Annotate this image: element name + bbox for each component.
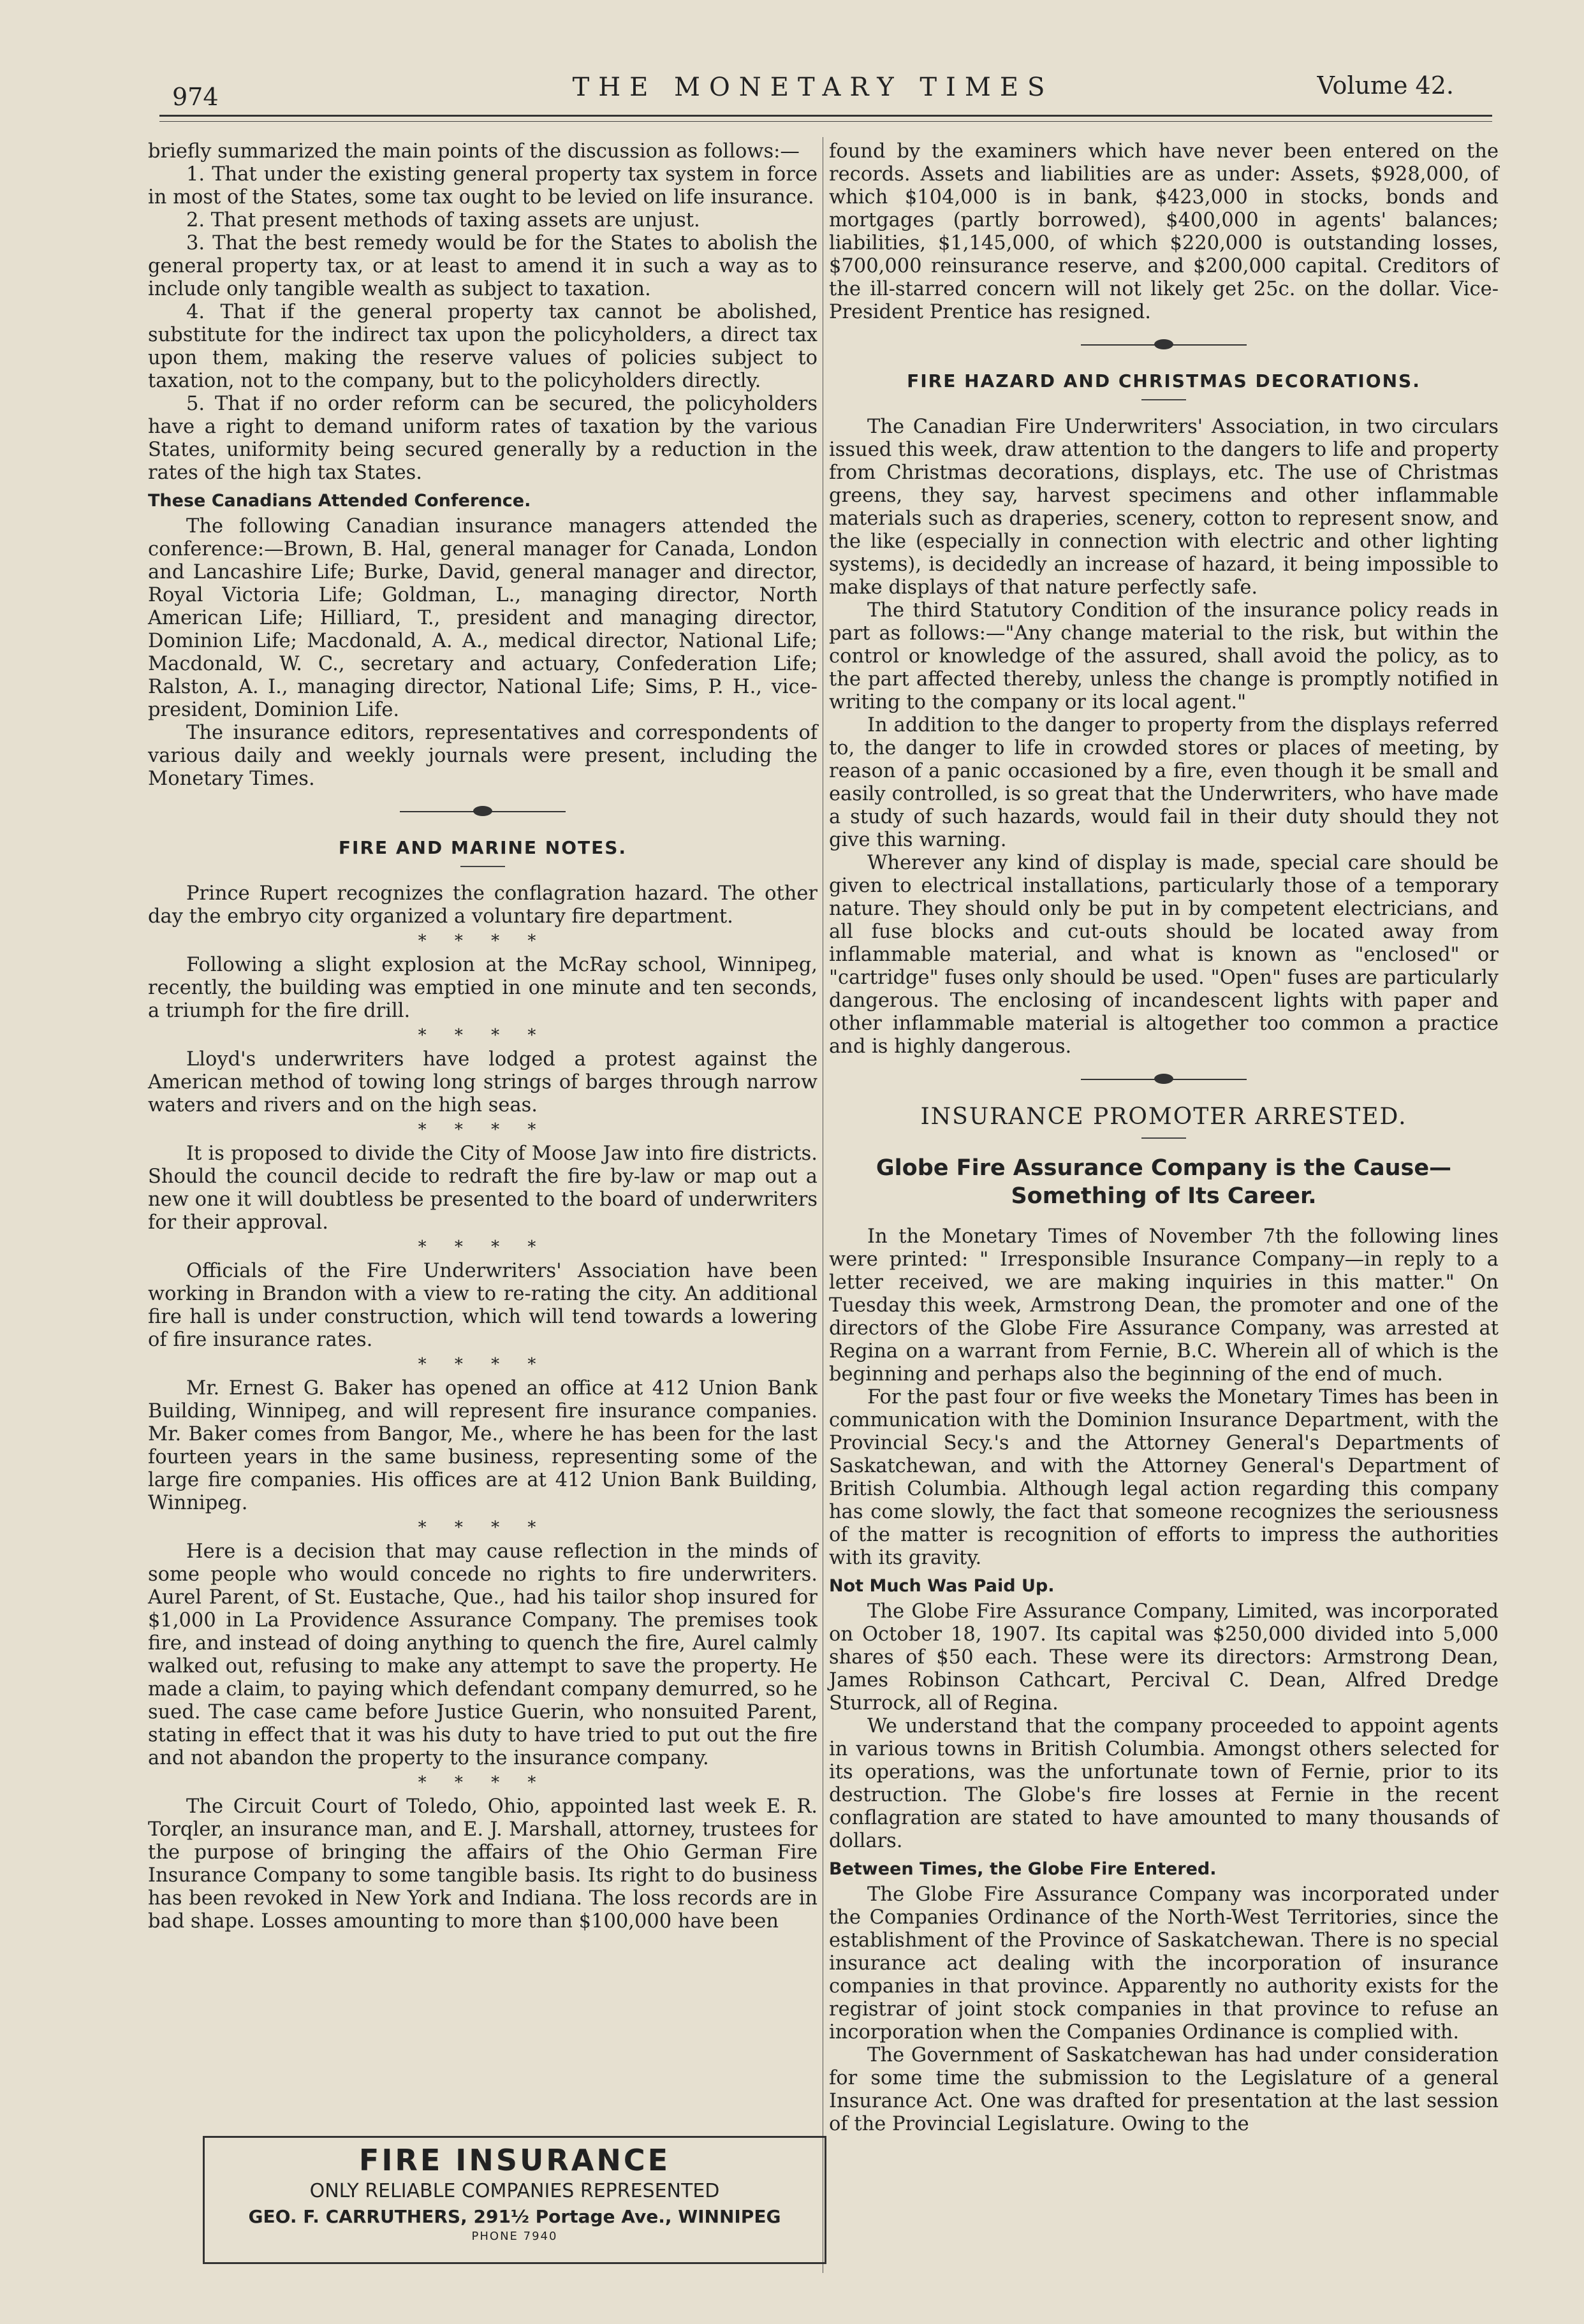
xmas-paragraph: The third Statutory Condition of the insurance policy reads in part as follows:—"Any change material to the risk, but within the control or knowledge of the assured, shall avoid the policy, as to the part affected thereby, unless the change is promptly notified in writing to the company or its local agent." (829, 599, 1499, 713)
note-paragraph: Here is a decision that may cause reflection in the minds of some people who would concede no rights to fire underwriters. Aurel Parent, of St. Eustache, Que., had his tailor shop insured for $1,000 in La Providence Assurance Company. The premises took fire, and instead of doing anything to quench the fire, Aurel calmly walked out, refusing to make any attempt to save the property. He made a claim, to paying which defendant company demurred, so he sued. The case came before Justice Guerin, who nonsuited Parent, stating in effect that it was his duty to have tried to put out the fire and not abandon the property to the insurance company. (148, 1540, 818, 1769)
page-number: 974 (172, 83, 219, 111)
canadians-heading: These Canadians Attended Conference. (148, 491, 531, 511)
short-rule (1141, 1137, 1186, 1139)
between-paragraph: The Government of Saskatchewan has had under consideration for some time the submission to the Legislature of a general Insurance Act. One was drafted for presentation at the last session of the Provincial Legislature. Owing to the (829, 2044, 1499, 2135)
xmas-paragraph: In addition to the danger to property from the displays referred to, the danger to life in crowded stores or places of meeting, by reason of a panic occasioned by a fire, even though it be small and easily controlled, is so great that the Underwriters, who have made a study of such hazards, would fail in their duty should they not give this warning. (829, 714, 1499, 851)
ad-phone: PHONE 7940 (471, 2230, 558, 2243)
note-paragraph: Officials of the Fire Underwriters' Association have been working in Brandon with a view to re-rating the city. An additional fire hall is under construction, which will tend towards a lowering of fire insurance rates. (148, 1260, 818, 1351)
continued-paragraph: found by the examiners which have never been entered on the records. Assets and liabilities are as under: Assets, $928,000, of which $104,000 is in bank, $423,000 in stocks, bonds and mortgages (partly borrowed), $400,000 in agents' balances; liabilities, $1,145,000, of which $220,000 is outstanding losses, $700,000 reinsurance reserve, and $200,000 capital. Creditors of the ill-starred concern will not likely get 25c. on the dollar. Vice-President Prentice has resigned. (829, 140, 1499, 323)
star-separator: * * * * (418, 1518, 548, 1537)
volume-label: Volume 42. (1317, 71, 1454, 99)
star-separator: * * * * (418, 1773, 548, 1792)
right-column (829, 140, 1499, 2136)
note-paragraph: Following a slight explosion at the McRay school, Winnipeg, recently, the building was emptied in one minute and ten seconds, a triumph for the fire drill. (148, 954, 818, 1022)
note-paragraph: The Circuit Court of Toledo, Ohio, appointed last week E. R. Torqler, an insurance man, and E. J. Marshall, attorney, trustees for the purpose of bringing the affairs of the Ohio German Fire Insurance Company to some tangible basis. Its right to do business has been revoked in New York and Indiana. The loss records are in bad shape. Losses amounting to more than $100,000 have been (148, 1795, 818, 1933)
note-paragraph: Prince Rupert recognizes the conflagration hazard. The other day the embryo city organized a voluntary fire department. (148, 882, 818, 928)
note-paragraph: It is proposed to divide the City of Moose Jaw into fire districts. Should the council decide to redraft the fire by-law or map out a new one it will doubtless be presented to the board of underwriters for their approval. (148, 1143, 818, 1234)
left-column (148, 140, 818, 1933)
intro-paragraph: briefly summarized the main points of the discussion as follows:— (148, 140, 800, 163)
note-paragraph: Mr. Ernest G. Baker has opened an office at 412 Union Bank Building, Winnipeg, and will represent fire insurance companies. Mr. Baker comes from Bangor, Me., where he has been for the last fourteen years in the same business, representing some of the large fire companies. His offices are at 412 Union Bank Building, Winnipeg. (148, 1377, 818, 1514)
point-2: 2. That present methods of taxing assets are unjust. (186, 209, 700, 231)
xmas-paragraph: The Canadian Fire Underwriters' Association, in two circulars issued this week, draw attention to the dangers to life and property from Christmas decorations, displays, etc. The use of Christmas greens, they say, harvest specimens and other inflammable materials such as draperies, scenery, cotton to represent snow, and the like (especially in connection with electric and other lighting systems), is decidedly an increase of hazard, it being impossible to make displays of that nature perfectly safe. (829, 416, 1499, 599)
fire-insurance-advertisement (203, 2136, 826, 2264)
canadians-paragraph: The following Canadian insurance managers attended the conference:—Brown, B. Hal, general manager for Canada, London and Lancashire Life; Burke, David, general manager and director, Royal Victoria Life; Goldman, L., managing director, North American Life; Hilliard, T., president and managing director, Dominion Life; Macdonald, A. A., medical director, National Life; Macdonald, W. C., secretary and actuary, Confederation Life; Ralston, A. I., managing director, National Life; Sims, P. H., vice-president, Dominion Life. (148, 515, 818, 721)
page-header (159, 64, 1467, 121)
promoter-paragraph: For the past four or five weeks the Monetary Times has been in communication with the Dominion Insurance Department, with the Provincial Secy.'s and the Attorney General's Departments of Saskatchewan, and with the Attorney General's Department of British Columbia. Although legal action regarding this company has come slowly, the fact that someone recognizes the seriousness of the matter is recognition of efforts to impress the authorities with its gravity. (829, 1386, 1499, 1569)
xmas-paragraph: Wherever any kind of display is made, special care should be given to electrical installations, particularly those of a temporary nature. They should only be put in by competent electricians, and all fuse blocks and cut-outs should be located away from inflammable material, and what is known as "enclosed" or "cartridge" fuses only should be used. "Open" fuses are particularly dangerous. The enclosing of incandescent lights with paper and other inflammable material is altogether too common a practice and is highly dangerous. (829, 852, 1499, 1058)
ad-tagline: ONLY RELIABLE COMPANIES REPRESENTED (309, 2180, 720, 2202)
paid-paragraph: We understand that the company proceeded to appoint agents in various towns in British Columbia. Amongst others selected for its operations, was the unfortunate town of Fernie, prior to its destruction. The Globe's fire losses at Fernie in the recent conflagration are stated to have amounted to many thousands of dollars. (829, 1715, 1499, 1852)
ornament-divider (1081, 335, 1247, 354)
ad-address: GEO. F. CARRUTHERS, 291½ Portage Ave., WINNIPEG (248, 2206, 781, 2227)
note-paragraph: Lloyd's underwriters have lodged a protest against the American method of towing long strings of barges through narrow waters and rivers and on the high seas. (148, 1048, 818, 1116)
point-1: 1. That under the existing general property tax system in force in most of the States, some tax ought to be levied on life insurance. (148, 163, 818, 208)
ornament-divider (400, 802, 566, 821)
star-separator: * * * * (418, 1120, 548, 1139)
editors-paragraph: The insurance editors, representatives and correspondents of various daily and weekly journals were present, including the Monetary Times. (148, 722, 818, 790)
masthead: THE MONETARY TIMES (572, 73, 1054, 102)
star-separator: * * * * (418, 1355, 548, 1374)
star-separator: * * * * (418, 1026, 548, 1045)
short-rule (460, 866, 505, 867)
promoter-paragraph: In the Monetary Times of November 7th the following lines were printed: " Irresponsible Insurance Company—in reply to a letter received, we are making inquiries in this matter." On Tuesday this week, Armstrong Dean, the promoter and one of the directors of the Globe Fire Assurance Company, was arrested at Regina on a warrant from Fernie, B.C. Wherein all of which is the beginning and perhaps also the beginning of the end of much. (829, 1225, 1499, 1385)
point-4: 4. That if the general property tax cannot be abolished, substitute for the indirect tax upon the policyholders, a direct tax upon them, making the reserve values of policies subject to taxation, not to the company, but to the policyholders directly. (148, 301, 818, 392)
header-rule (159, 115, 1492, 117)
short-rule (1141, 399, 1186, 400)
between-paragraph: The Globe Fire Assurance Company was incorporated under the Companies Ordinance of the North-West Territories, since the establishment of the Province of Saskatchewan. There is no special insurance act dealing with the incorporation of insurance companies in that province. Apparently no authority exists for the registrar of joint stock companies in that province to refuse an incorporation when the Companies Ordinance is complied with. (829, 1883, 1499, 2043)
point-5: 5. That if no order reform can be secured, the policyholders have a right to demand uniform rates of taxation by the various States, uniformity being secured generally by a reduction in the rates of the high tax States. (148, 393, 818, 484)
promoter-subtitle: Globe Fire Assurance Company is the Cause—Something of Its Career. (876, 1155, 1452, 1209)
paid-paragraph: The Globe Fire Assurance Company, Limited, was incorporated on October 18, 1907. Its capital was $250,000 divided into 5,000 shares of $50 each. These were its directors: Armstrong Dean, James Robinson Cathcart, Percival C. Dean, Alfred Dredge Sturrock, all of Regina. (829, 1600, 1499, 1714)
star-separator: * * * * (418, 1238, 548, 1257)
marine-notes-heading: FIRE AND MARINE NOTES. (338, 837, 627, 858)
between-heading: Between Times, the Globe Fire Entered. (829, 1859, 1217, 1879)
star-separator: * * * * (418, 932, 548, 951)
ornament-divider (1081, 1070, 1247, 1089)
header-rule-thin (159, 121, 1492, 122)
point-3: 3. That the best remedy would be for the States to abolish the general property tax, or at least to amend it in such a way as to include only tangible wealth as subject to taxation. (148, 232, 818, 300)
ad-title: FIRE INSURANCE (358, 2143, 671, 2177)
promoter-title: INSURANCE PROMOTER ARRESTED. (920, 1104, 1407, 1130)
paid-heading: Not Much Was Paid Up. (829, 1576, 1055, 1596)
christmas-hazard-heading: FIRE HAZARD AND CHRISTMAS DECORATIONS. (907, 370, 1421, 391)
